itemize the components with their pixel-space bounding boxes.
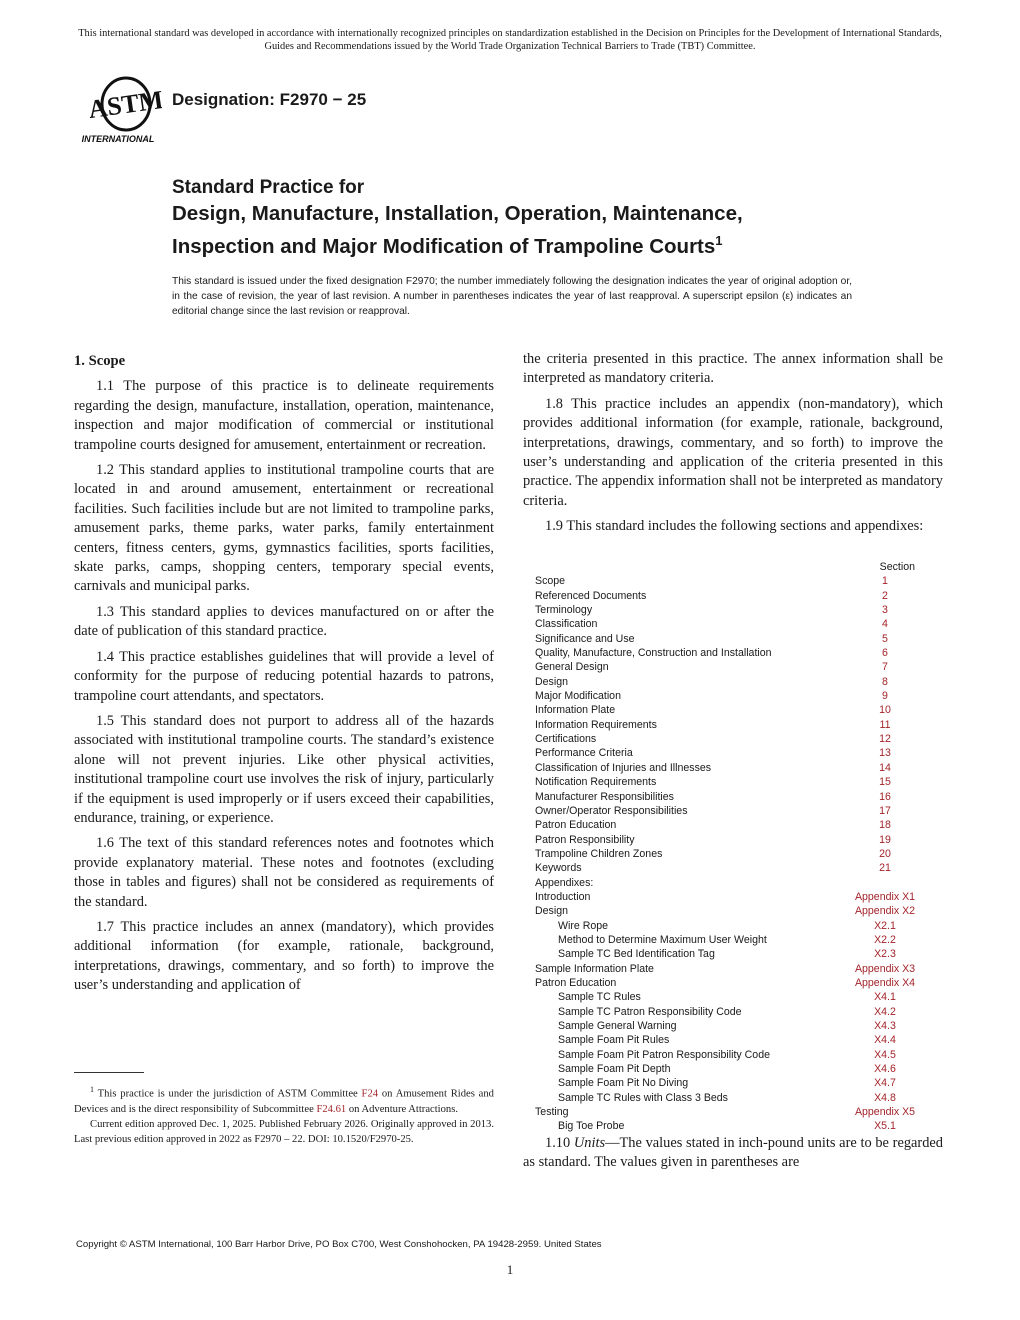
link-subcommittee-f24-61[interactable]: F24.61 (316, 1103, 347, 1115)
toc-label: Performance Criteria (535, 747, 633, 760)
paragraph-1-5: 1.5 This standard does not purport to address all of the hazards associated with institutional trampoline courts. The standard’s existence alone will not prevent injuries. Like other physical activities, institutional trampoline court use involves the risk of injury, particularly if the equipment is used improperly or if users exceed their capabilities, endurance, training, or experience. (74, 712, 494, 826)
toc-section-link[interactable]: X4.1 (874, 991, 896, 1004)
toc-label: Testing (535, 1106, 569, 1119)
title-line-1: Design, Manufacture, Installation, Operation, Maintenance, (172, 202, 743, 225)
toc-row (535, 603, 930, 617)
title-line-2 (172, 227, 912, 260)
toc-row (535, 933, 930, 947)
logo-letters: ASTM (86, 84, 162, 125)
toc-section-link[interactable]: 2 (882, 589, 888, 602)
sections-table-header: Section (879, 561, 915, 573)
toc-row (535, 1076, 930, 1090)
title-footnote-mark: 1 (715, 233, 723, 248)
toc-section-link[interactable]: X4.6 (874, 1063, 896, 1076)
link-committee-f24[interactable]: F24 (361, 1088, 379, 1100)
logo-org: INTERNATIONAL (81, 134, 155, 144)
toc-section-link[interactable]: Appendix X1 (854, 890, 916, 903)
toc-section-link[interactable]: 11 (879, 718, 891, 731)
toc-label: Sample TC Bed Identification Tag (558, 948, 715, 961)
toc-section-link[interactable]: 6 (882, 647, 888, 660)
toc-label: Appendixes: (535, 876, 594, 889)
toc-row (535, 1105, 930, 1119)
toc-row (535, 904, 930, 918)
toc-section-link[interactable]: X4.4 (874, 1034, 896, 1047)
toc-label: Scope (535, 575, 566, 588)
toc-label: Design (535, 905, 568, 918)
toc-section-link[interactable]: 17 (879, 804, 891, 817)
toc-section-link[interactable]: 21 (879, 862, 891, 875)
toc-label: General Design (535, 661, 609, 674)
toc-label: Keywords (535, 862, 582, 875)
toc-section-link[interactable]: 5 (882, 632, 888, 645)
toc-row (535, 1005, 930, 1019)
title-line-2-text: Inspection and Major Modification of Trampoline Courts (172, 234, 716, 258)
toc-row (535, 861, 930, 875)
paragraph-1-9: 1.9 This standard includes the following sections and appendixes: (545, 518, 924, 535)
toc-label: Classification (535, 618, 598, 631)
footnotes (74, 1082, 494, 1147)
footnote-1-text-b: on Amusement Rides and Devices and is the direct responsibility of Subcommittee (74, 1088, 494, 1115)
toc-section-link[interactable]: 10 (879, 704, 891, 717)
toc-row (535, 660, 930, 674)
toc-label: Sample Foam Pit Rules (558, 1034, 670, 1047)
astm-logo (76, 76, 162, 146)
toc-row (535, 646, 930, 660)
toc-row (535, 890, 930, 904)
toc-row (535, 833, 930, 847)
toc-section-link[interactable]: X4.8 (874, 1091, 896, 1104)
toc-section-link[interactable]: 13 (879, 747, 891, 760)
toc-section-link[interactable]: 1 (882, 575, 888, 588)
toc-section-link[interactable]: 4 (882, 618, 888, 631)
toc-row (535, 746, 930, 760)
toc-row (535, 790, 930, 804)
toc-label: Information Requirements (535, 718, 657, 731)
toc-label: Wire Rope (558, 919, 609, 932)
toc-label: Big Toe Probe (558, 1120, 625, 1133)
toc-label: Terminology (535, 604, 593, 617)
toc-section-link (840, 876, 930, 890)
toc-label: Design (535, 675, 568, 688)
toc-row (535, 847, 930, 861)
toc-row (535, 703, 930, 717)
toc-row (535, 1119, 930, 1133)
units-paragraph (523, 1134, 943, 1173)
title-kicker: Standard Practice for (172, 177, 365, 198)
toc-row (535, 718, 930, 732)
toc-label: Major Modification (535, 690, 621, 703)
paragraph-1-8: 1.8 This practice includes an appendix (non-mandatory), which provides additional information (for example, rationale, background, interpretations, drawings, commentary, and so forth) to improve the user’s understanding and application of the criteria presented in this practice. The appendix information shall not be interpreted as mandatory criteria. (523, 395, 943, 509)
toc-row (535, 1091, 930, 1105)
toc-label: Sample General Warning (558, 1020, 677, 1032)
annex-continuation: the criteria presented in this practice. The annex information shall be interpreted as mandatory criteria. (523, 351, 943, 387)
toc-row (535, 876, 930, 890)
paragraph-1-1: 1.1 The purpose of this practice is to delineate requirements regarding the design, manufacture, installation, operation, maintenance, inspection and major modification of commercial or institutional trampoline courts designed for amusement, entertainment or recreation. (74, 378, 494, 453)
toc-section-link[interactable]: 14 (879, 761, 891, 774)
toc-label: Patron Education (535, 976, 617, 989)
edition-note: Current edition approved Dec. 1, 2025. Published February 2026. Originally approved in 2013. Last previous edition approved in 2022 as F2970 – 22. DOI: 10.1520/F2970-25. (74, 1118, 494, 1145)
toc-section-link[interactable]: 12 (879, 733, 891, 746)
toc-section-link[interactable]: 7 (882, 661, 888, 674)
paragraph-1-2: 1.2 This standard applies to institutional trampoline courts that are located in and around amusement, entertainment or recreational facilities. Such facilities include but are not limited to trampoline parks, amusement parks, theme parks, water parks, family entertainment centers, fitness centers, gyms, gymnastics facilities, sports facilities, skate parks, camps, shopping centers, temporary special events, carnivals and municipal parks. (74, 462, 494, 595)
toc-row (535, 574, 930, 588)
footnote-divider (74, 1072, 144, 1073)
footnote-1-mark: 1 (90, 1085, 94, 1094)
toc-label: Patron Responsibility (535, 833, 635, 846)
toc-section-link[interactable]: 20 (879, 847, 891, 860)
toc-section-link[interactable]: X4.5 (874, 1048, 896, 1061)
toc-section-link[interactable]: X4.2 (874, 1005, 896, 1018)
toc-label: Sample TC Rules (558, 991, 641, 1004)
toc-label: Patron Education (535, 819, 617, 832)
toc-label: Referenced Documents (535, 589, 647, 602)
toc-row (535, 1048, 930, 1062)
toc-section-link[interactable]: X2.1 (874, 919, 896, 932)
toc-row (535, 675, 930, 689)
designation: Designation: F2970 − 25 (172, 90, 367, 109)
footnote-1-text-a: This practice is under the jurisdiction of ASTM Committee (97, 1088, 358, 1100)
toc-section-link[interactable]: X2.2 (874, 933, 896, 946)
toc-section-link[interactable]: X4.7 (874, 1077, 896, 1090)
units-number: 1.10 (545, 1135, 571, 1151)
toc-label: Method to Determine Maximum User Weight (558, 933, 767, 946)
footnote-1 (74, 1082, 494, 1117)
toc-label: Sample Information Plate (535, 962, 654, 975)
page-number: 1 (506, 1262, 514, 1277)
toc-section-link[interactable]: Appendix X4 (854, 976, 916, 989)
footnote-1-text-c: on Adventure Attractions. (348, 1103, 458, 1115)
toc-label: Sample TC Rules with Class 3 Beds (558, 1091, 728, 1104)
toc-label: Quality, Manufacture, Construction and Installation (535, 647, 772, 660)
toc-row (535, 689, 930, 703)
units-term: Units (573, 1135, 606, 1151)
document-title (172, 175, 912, 260)
section-heading-scope: 1. Scope (74, 353, 126, 369)
toc-label: Trampoline Children Zones (535, 847, 663, 860)
toc-row (535, 990, 930, 1004)
toc-section-link[interactable]: Appendix X5 (854, 1106, 916, 1119)
toc-label: Sample Foam Pit Patron Responsibility Code (558, 1048, 770, 1061)
toc-row (535, 818, 930, 832)
toc-section-link[interactable]: 8 (882, 675, 888, 688)
toc-label: Sample Foam Pit Depth (558, 1063, 671, 1076)
toc-section-link[interactable]: 9 (882, 690, 888, 703)
toc-row (535, 775, 930, 789)
toc-row (535, 962, 930, 976)
paragraph-1-6: 1.6 The text of this standard references notes and footnotes which provide explanatory material. These notes and footnotes (excluding those in tables and figures) shall not be considered as requirements of the standard. (74, 835, 494, 910)
toc-section-link[interactable]: X2.3 (874, 948, 896, 961)
toc-label: Sample Foam Pit No Diving (558, 1077, 689, 1090)
issued-note: This standard is issued under the fixed designation F2970; the number immediately following the designation indicates the year of original adoption or, in the case of revision, the year of last revision. A number in parentheses indicates the year of last reapproval. A superscript epsilon (ε) indicates an editorial change since the last revision or reapproval. (172, 276, 852, 317)
units-text: —The values stated in inch-pound units are to be regarded as standard. The values given in parentheses are (523, 1135, 943, 1171)
paragraph-1-4: 1.4 This practice establishes guidelines that will provide a level of conformity for the purpose of reducing potential hazards to patrons, trampoline court attendants, and spectators. (74, 648, 494, 704)
toc-row (535, 632, 930, 646)
toc-label: Manufacturer Responsibilities (535, 790, 674, 803)
toc-section-link[interactable]: X4.3 (874, 1020, 896, 1032)
toc-row (535, 1019, 930, 1033)
toc-row (535, 804, 930, 818)
left-column (74, 350, 494, 1002)
toc-label: Introduction (535, 890, 591, 903)
sections-table-rows (535, 574, 930, 1133)
toc-row (535, 1062, 930, 1076)
paragraph-1-7: 1.7 This practice includes an annex (mandatory), which provides additional information (for example, rationale, background, interpretations, drawings, commentary, and so forth) to improve the user’s understanding and application of (74, 918, 494, 994)
toc-section-link[interactable]: Appendix X3 (854, 962, 916, 975)
toc-label: Classification of Injuries and Illnesses (535, 761, 712, 774)
sections-table (535, 560, 930, 1134)
toc-row (535, 732, 930, 746)
toc-section-link[interactable]: Appendix X2 (854, 905, 916, 918)
toc-row (535, 761, 930, 775)
toc-section-link[interactable]: 19 (879, 833, 891, 846)
toc-section-link[interactable]: 15 (879, 776, 891, 789)
toc-label: Significance and Use (535, 632, 635, 645)
toc-section-link[interactable]: 16 (879, 790, 891, 803)
toc-section-link[interactable]: 18 (879, 819, 891, 832)
toc-row (535, 947, 930, 961)
toc-label: Sample TC Patron Responsibility Code (558, 1005, 742, 1018)
astm-logo-icon (76, 76, 162, 146)
copyright-line: Copyright © ASTM International, 100 Barr Harbor Drive, PO Box C700, West Conshohocken, PA 19428-2959. United States (76, 1239, 602, 1250)
toc-row (535, 617, 930, 631)
toc-label: Certifications (535, 733, 597, 746)
toc-row (535, 589, 930, 603)
toc-row (535, 1033, 930, 1047)
toc-section-link[interactable]: 3 (882, 604, 888, 617)
toc-row (535, 976, 930, 990)
paragraph-1-3: 1.3 This standard applies to devices manufactured on or after the date of publication of this standard practice. (74, 603, 494, 640)
toc-label: Owner/Operator Responsibilities (535, 804, 688, 817)
toc-section-link[interactable]: X5.1 (874, 1120, 896, 1133)
toc-label: Notification Requirements (535, 776, 657, 789)
wto-notice: This international standard was developed in accordance with internationally recognized principles on standardization established in the Decision on Principles for the Development of International Standards, Guides and Recommendations issued by the World Trade Organization Technical Barriers to Trade (TBT) Committee. (78, 28, 942, 52)
toc-label: Information Plate (535, 704, 616, 717)
right-column (523, 350, 943, 543)
toc-row (535, 919, 930, 933)
